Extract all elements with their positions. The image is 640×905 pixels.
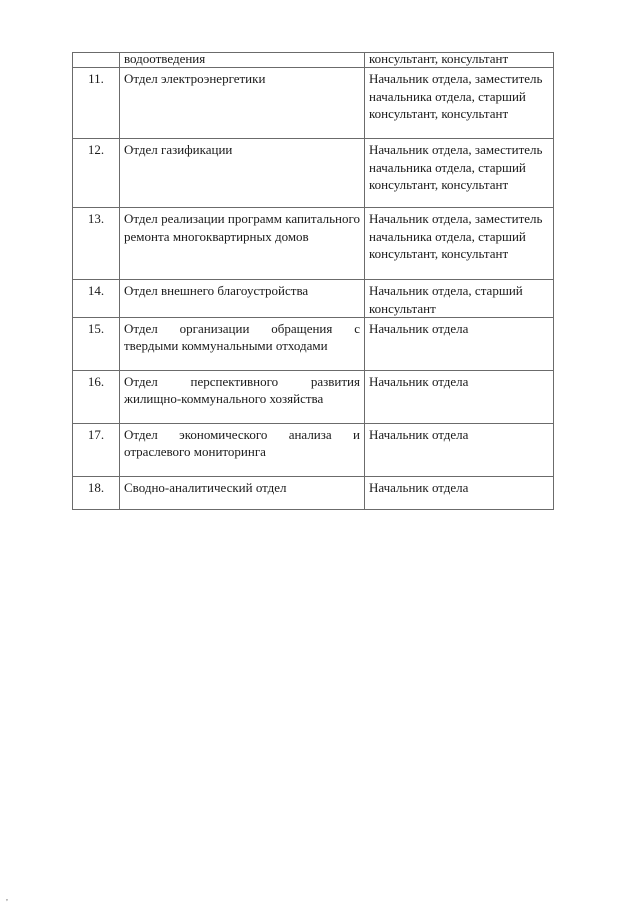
department-name: Отдел внешнего благоустройства bbox=[120, 280, 365, 318]
table-row bbox=[73, 139, 554, 208]
positions-text: консультант, консультант bbox=[369, 51, 509, 66]
table-row-continuation bbox=[73, 53, 554, 68]
corner-mark: , bbox=[6, 893, 8, 902]
positions-text: Начальник отдела bbox=[365, 370, 554, 423]
positions-text: Начальник отдела, заместитель начальника отдела, старший консультант, консультант bbox=[365, 68, 554, 139]
row-number: 16. bbox=[73, 370, 120, 423]
positions-cell bbox=[365, 53, 554, 68]
department-name: Отдел газификации bbox=[120, 139, 365, 208]
row-number: 14. bbox=[73, 280, 120, 318]
department-name: Сводно-аналитический отдел bbox=[120, 476, 365, 509]
positions-text: Начальник отдела, заместитель начальника отдела, старший консультант, консультант bbox=[365, 208, 554, 280]
row-number: 12. bbox=[73, 139, 120, 208]
table-row bbox=[73, 476, 554, 509]
table-row bbox=[73, 370, 554, 423]
table-row bbox=[73, 280, 554, 318]
department-name: Отдел организации обращения с твердыми коммунальными отходами bbox=[120, 317, 365, 370]
positions-text: Начальник отдела, старший консультант bbox=[365, 280, 554, 318]
positions-text: Начальник отдела bbox=[365, 423, 554, 476]
row-number: 17. bbox=[73, 423, 120, 476]
positions-table bbox=[72, 52, 554, 510]
row-number: 11. bbox=[73, 68, 120, 139]
department-name: водоотведения bbox=[124, 51, 206, 66]
row-number: 13. bbox=[73, 208, 120, 280]
positions-text: Начальник отдела bbox=[365, 317, 554, 370]
department-name: Отдел экономического анализа и отраслевого мониторинга bbox=[120, 423, 365, 476]
row-number: 15. bbox=[73, 317, 120, 370]
row-number: 18. bbox=[73, 476, 120, 509]
positions-text: Начальник отдела, заместитель начальника отдела, старший консультант, консультант bbox=[365, 139, 554, 208]
table-row bbox=[73, 68, 554, 139]
department-name: Отдел реализации программ капитального ремонта многоквартирных домов bbox=[120, 208, 365, 280]
table-row bbox=[73, 317, 554, 370]
row-number-cell bbox=[73, 53, 120, 68]
department-name: Отдел перспективного развития жилищно-коммунального хозяйства bbox=[120, 370, 365, 423]
department-name: Отдел электроэнергетики bbox=[120, 68, 365, 139]
table-row bbox=[73, 208, 554, 280]
table-row bbox=[73, 423, 554, 476]
department-cell bbox=[120, 53, 365, 68]
positions-text: Начальник отдела bbox=[365, 476, 554, 509]
